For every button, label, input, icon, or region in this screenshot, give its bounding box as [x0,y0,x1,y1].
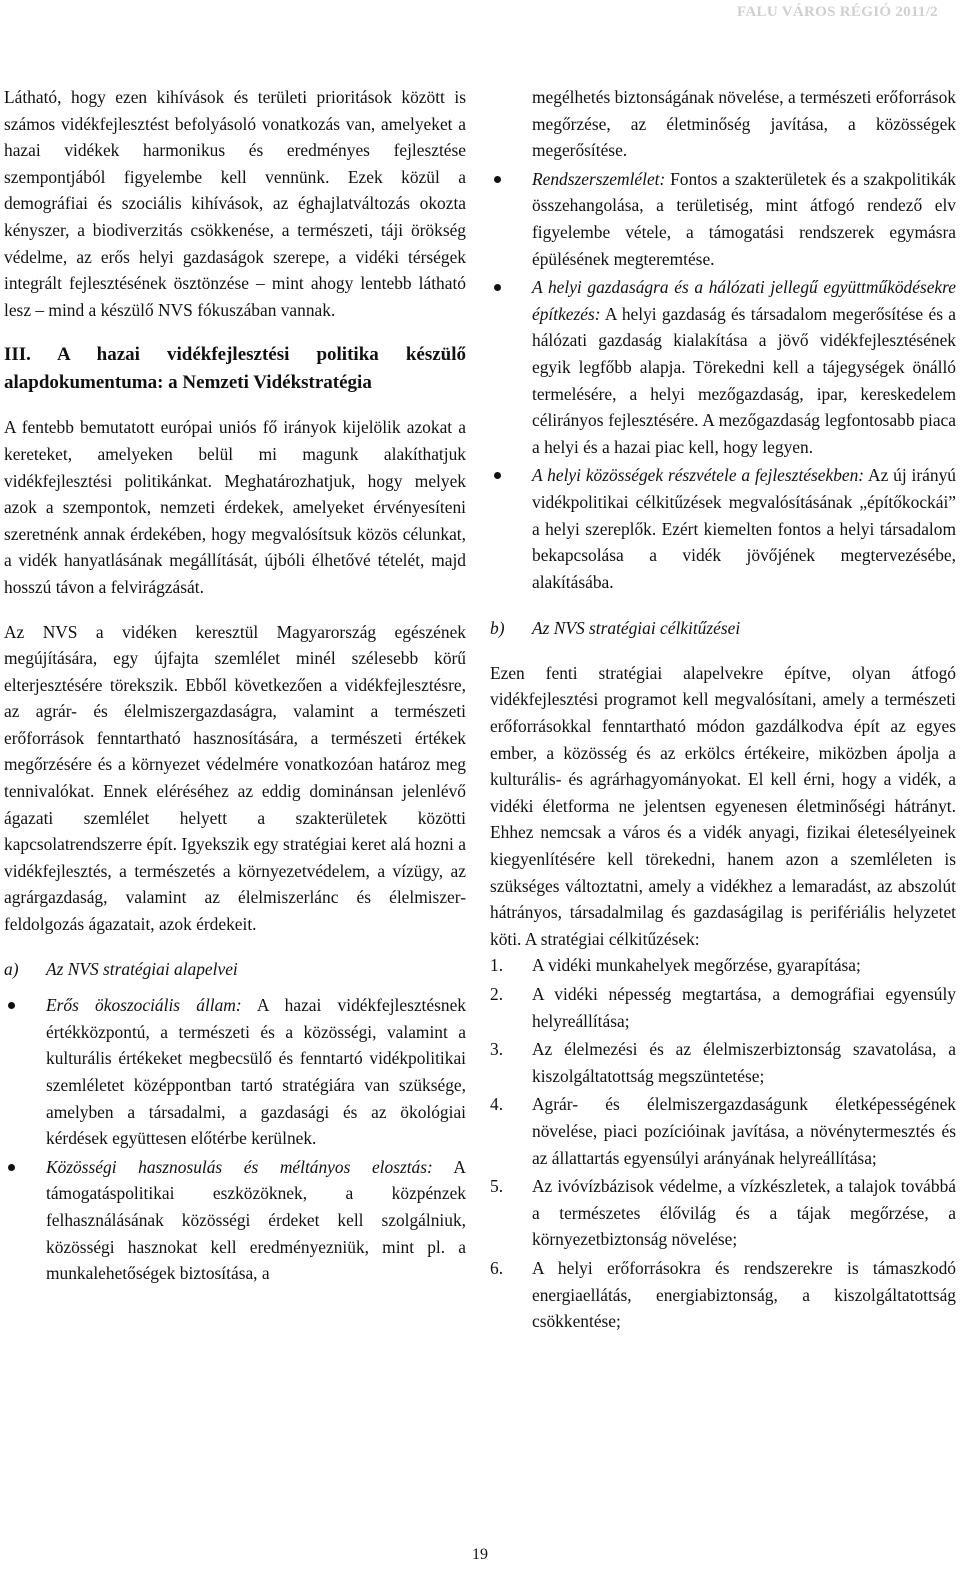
left-column [4,84,466,1289]
list-item [490,1091,956,1171]
bullet-icon [8,1164,15,1171]
principles-list-continued [490,84,956,595]
subheading-a-title: Az NVS stratégiai alapelvei [46,958,238,979]
right-column [490,84,956,1337]
subheading-b [490,615,956,642]
list-item [490,981,956,1034]
list-item-number: 6. [490,1257,504,1278]
list-item-lead: Rendszerszemlélet: [532,168,666,189]
list-item-text: A támogatáspolitikai eszközöknek, a közpénzek felhasználásának közösségi érdeket kell szolgálniuk, közösségi hasznokat kell eredményezniük, mint pl. a munkalehetőségek biztosítása, a [46,1156,466,1284]
list-item-text: A hazai vidékfejlesztésnek értékközpontú, a természeti és a közösségi, valamint a kulturális értékeket megbecsülő és fenntartó vidékpolitikai szemléletet középpontban tartó stratégiára van szüksége, amelyben a társadalmi, a gazdasági és az ökológiai kérdések együttesen előtérbe kerülnek. [46,995,466,1149]
subheading-a [4,956,466,983]
list-item-lead: Közösségi hasznosulás és méltányos elosztás: [46,1156,433,1177]
subheading-b-title: Az NVS stratégiai célkitűzései [532,618,741,639]
list-item [490,952,956,979]
principles-list [4,992,466,1287]
list-item [490,1036,956,1089]
list-item-text: megélhetés biztonságának növelése, a természeti erőforrások megőrzése, az életminőség javítása, a közösségek megerősítése. [532,87,956,161]
list-item-text: A helyi erőforrásokra és rendszerekre is támaszkodó energiaellátás, energiabiztonság, a kiszolgáltatottság csökkentése; [532,1257,956,1332]
running-header: FALU VÁROS RÉGIÓ 2011/2 [737,4,938,20]
goals-list [490,952,956,1334]
bullet-icon [494,284,501,291]
list-item [490,166,956,272]
paragraph-framework: A fentebb bemutatott európai uniós fő irányok kijelölik azokat a kereteket, amelyeken belül mi magunk alakíthatjuk vidékfejlesztési politikánkat. Meghatározhatjuk, hogy melyek azok a szempontok, nemzeti érdekek, amelyeket érvényesíteni szeretnénk annak érdekében, hogy megvalósítsuk közös célunkat, a vidék hanyatlásának megállítását, újbóli élhetővé tételét, majd hosszú távon a felvirágzását. [4,417,466,597]
subheading-b-letter: b) [490,618,505,639]
list-item-text: Az új irányú vidékpolitikai célkitűzések megvalósításának „építőkockái” a helyi szereplők. Ezért kiemelten fontos a helyi társadalom bekapcsolása a vidék jövőjének megtervezésébe, alakításába. [532,465,956,592]
list-item-lead: Erős ökoszociális állam: [46,995,242,1016]
subheading-a-letter: a) [4,958,19,979]
list-item-text: Az élelmezési és az élelmiszerbiztonság szavatolása, a kiszolgáltatottság megszüntetése; [532,1039,956,1086]
list-item-number: 3. [490,1039,504,1060]
paragraph-nvs: Az NVS a vidéken keresztül Magyarország egészének megújítására, egy újfajta szemlélet minél szélesebb körű elterjesztésére törekszik. Ebből következően a vidékfejlesztésre, az agrár- és élelmiszergazdaságra, valamint a természeti erőforrások fenntartható hasznosítására, a természeti értékek megőrzésére és a környezet védelmére vonatkozóan határoz meg tennivalókat. Ennek eléréséhez az eddig dominánsan jelenlévő ágazati szemlélet helyett a szakterületek közötti kapcsolatrendszerre épít. Igyekszik egy stratégiai keret alá hozni a vidékfejlesztés, a természetés a környezetvédelem, a vízügy, az agrárgazdaság, valamint az élelmiszerlánc és élelmiszer-feldolgozás ágazatait, azok érdekeit. [4,621,466,935]
list-item-text: A helyi gazdaság és társadalom megerősítése és a hálózati gazdaság kialakítása a jövő vidékfejlesztésének egyik legfőbb alapja. Törekedni kell a tájegységek önálló termelésére, a helyi mezőgazdaság, ipar, kereskedelem célirányos fejlesztésére. A mezőgazdaság legfontosabb piaca a helyi és a hazai piac kell, hogy legyen. [532,303,956,457]
list-item [4,992,466,1152]
section-heading: III. A hazai vidékfejlesztési politika készülő alapdokumentuma: a Nemzeti Vidékstratégia [4,344,466,393]
paragraph-goals-intro: Ezen fenti stratégiai alapelvekre építve, olyan átfogó vidékfejlesztési programot kell megvalósítani, amely a természeti erőforrásokkal fenntartható módon gazdálkodva épít az egyes ember, a közösség és az erkölcs értékeire, miközben ápolja a kulturális- és agrárhagyományokat. El kell érni, hogy a vidék, a vidéki életforma ne jelentsen egyenesen életminőségi hátrányt. Ehhez nemcsak a város és a vidék anyagi, fizikai életesélyeinek kiegyenlítésére kell törekedni, hanem azon a szemléleten is szükséges változtatni, amely a vidékhez a lemaradást, az abszolút hátrányos, társadalmilag és gazdaságilag is perifériális helyzetet köti. A stratégiai célkitűzések: [490,662,956,949]
intro-paragraph: Látható, hogy ezen kihívások és területi prioritások között is számos vidékfejlesztést befolyásoló vonatkozás van, amelyeket a hazai vidékek harmonikus és eredményes fejlesztése szempontjából figyelembe kell vennünk. Ezek közül a demográfiai és szociális kihívások, az éghajlatváltozás okozta kényszer, a biodiverzitás csökkenése, a természeti, táji örökség védelme, az erős helyi gazdaságok szerepe, a vidéki térségek integrált fejlesztésének ösztönzése – mint ahogy lentebb látható lesz – mind a készülő NVS fókuszában vannak. [4,87,466,320]
list-item-text: Agrár- és élelmiszergazdaságunk életképességének növelése, piaci pozícióinak javítása, a növénytermesztés és az állattartás egyensúlyi arányának helyreállítása; [532,1094,956,1168]
list-item-text: A vidéki munkahelyek megőrzése, gyarapítása; [532,955,861,976]
list-item [490,1255,956,1335]
list-item [490,274,956,460]
bullet-icon [494,176,501,183]
list-item-lead: A helyi gazdaságra és a hálózati jellegű együttműködésekre építkezés: [532,277,956,324]
list-item-number: 1. [490,955,504,976]
list-item-number: 2. [490,984,504,1004]
list-item-text: Fontos a szakterületek és a szakpolitikák összehangolása, a területiség, mint átfogó rendező elv figyelembe vétele, a támogatási rendszerek egymásra épülésének megteremtése. [532,168,956,269]
list-item [490,84,956,164]
page-number: 19 [472,1546,488,1563]
list-item-text: A vidéki népesség megtartása, a demográfiai egyensúly helyreállítása; [532,984,956,1031]
bullet-icon [494,472,501,479]
list-item-lead: A helyi közösségek részvétele a fejlesztésekben: [532,465,865,486]
list-item-number: 4. [490,1094,504,1115]
list-item [490,462,956,595]
list-item [490,1173,956,1253]
list-item-number: 5. [490,1176,504,1197]
list-item-text: Az ivóvízbázisok védelme, a vízkészletek, a talajok továbbá a természetes élővilág és a tájak megőrzése, a környezetbiztonság növelése; [532,1176,956,1250]
bullet-icon [8,1002,15,1009]
list-item [4,1154,466,1287]
